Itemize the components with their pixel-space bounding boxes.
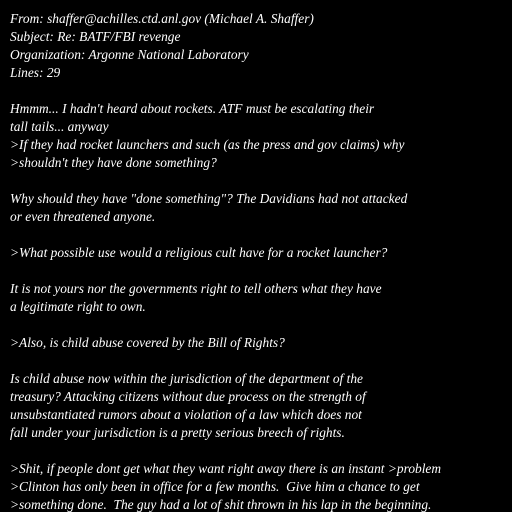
- quoted-line: >Shit, if people dont get what they want right away there is an instant >problem: [10, 461, 442, 476]
- quoted-line: >What possible use would a religious cult have for a rocket launcher?: [10, 245, 388, 260]
- header-organization: Organization: Argonne National Laboratory: [10, 47, 249, 62]
- body-line: or even threatened anyone.: [10, 209, 156, 224]
- body-line: unsubstantiated rumors about a violation of a law which does not: [10, 407, 362, 422]
- header-lines: Lines: 29: [10, 65, 61, 80]
- body-line: a legitimate right to own.: [10, 299, 146, 314]
- body-line: Hmmm... I hadn't heard about rockets. ATF must be escalating their: [10, 101, 375, 116]
- quoted-line: >If they had rocket launchers and such (as the press and gov claims) why: [10, 137, 405, 152]
- body-line: fall under your jurisdiction is a pretty serious breech of rights.: [10, 425, 345, 440]
- quoted-line: >shouldn't they have done something?: [10, 155, 217, 170]
- body-line: Is child abuse now within the jurisdiction of the department of the: [10, 371, 363, 386]
- quoted-line: >something done. The guy had a lot of shit thrown in his lap in the beginning.: [10, 497, 432, 512]
- quoted-line: >Also, is child abuse covered by the Bill of Rights?: [10, 335, 285, 350]
- body-line: It is not yours nor the governments right to tell others what they have: [10, 281, 382, 296]
- quoted-line: >Clinton has only been in office for a few months. Give him a chance to get: [10, 479, 420, 494]
- body-line: tall tails... anyway: [10, 119, 109, 134]
- body-line: treasury? Attacking citizens without due process on the strength of: [10, 389, 366, 404]
- header-subject: Subject: Re: BATF/FBI revenge: [10, 29, 181, 44]
- header-from: From: shaffer@achilles.ctd.anl.gov (Michael A. Shaffer): [10, 11, 314, 26]
- body-line: Why should they have "done something"? The Davidians had not attacked: [10, 191, 408, 206]
